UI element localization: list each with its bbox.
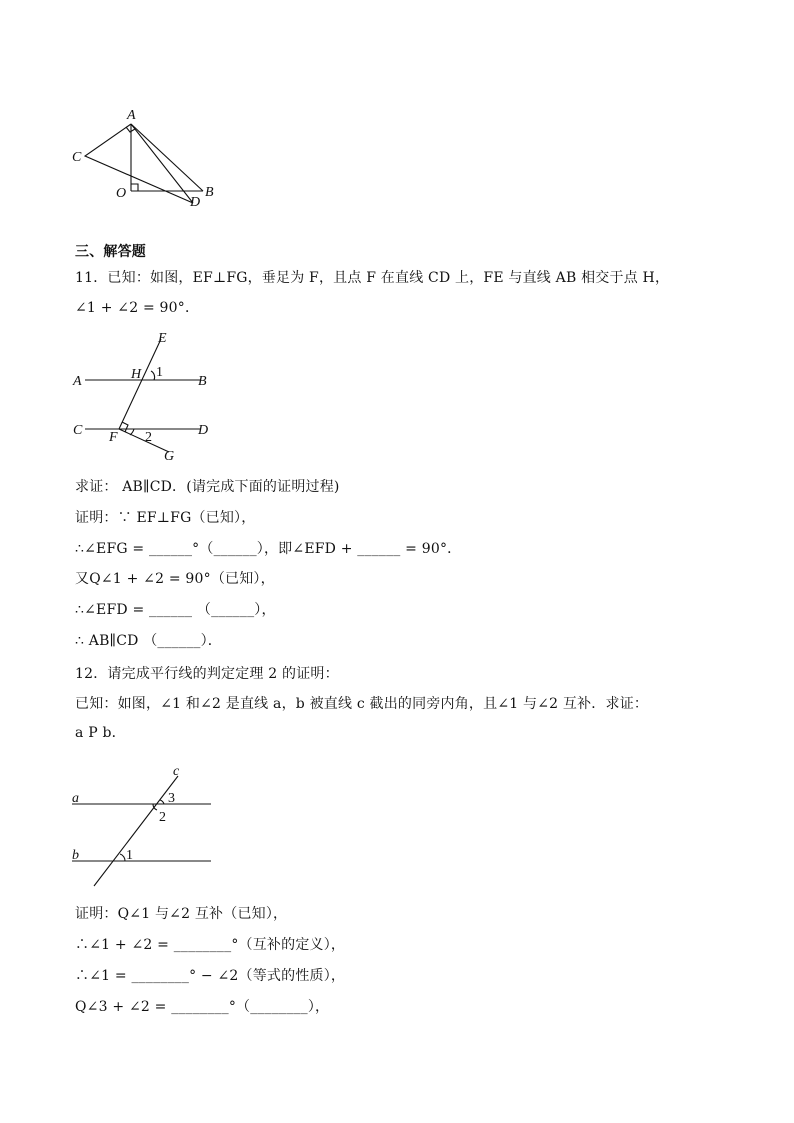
label-b: B — [205, 185, 214, 200]
q12-proof-line-3: ∴∠1 = ________° − ∠2（等式的性质）， — [75, 968, 346, 984]
label-h: H — [131, 367, 142, 382]
angle-3-arc — [160, 800, 164, 804]
q12-figure — [65, 760, 225, 890]
line-fg — [119, 429, 169, 452]
label-d: D — [190, 195, 201, 210]
label-b: B — [198, 374, 207, 389]
label-a: a — [72, 791, 79, 806]
line-fe — [119, 339, 161, 429]
q11-proof-line-1: 证明：∵ EF⊥FG（已知）， — [75, 510, 256, 526]
line-c — [94, 776, 178, 886]
label-angle-1: 1 — [156, 365, 163, 380]
q11-prove-statement: 求证： AB∥CD．(请完成下面的证明过程) — [75, 479, 340, 495]
label-c: C — [72, 150, 82, 165]
q11-statement-line2: ∠1 + ∠2 = 90°． — [75, 300, 200, 316]
q11-proof-line-5: ∴ AB∥CD （______）． — [75, 633, 223, 649]
q12-statement-line3: a P b． — [75, 725, 126, 741]
label-o: O — [116, 186, 127, 201]
q11-proof-line-2: ∴∠EFG = ______°（______），即∠EFD + ______ = 90°． — [75, 541, 462, 557]
q11-proof-line-3: 又Q∠1 + ∠2 = 90°（已知）， — [75, 571, 275, 587]
q12-statement-line2: 已知：如图，∠1 和∠2 是直线 a，b 被直线 c 截出的同旁内角，且∠1 与∠2 互补．求证： — [75, 696, 649, 712]
label-angle-1: 1 — [126, 848, 133, 863]
label-a: A — [73, 374, 82, 389]
q12-proof-line-1: 证明：Q∠1 与∠2 互补（已知）， — [75, 906, 288, 922]
q11-figure — [65, 325, 225, 465]
label-e: E — [158, 331, 167, 346]
q12-statement-line1: 12．请完成平行线的判定定理 2 的证明： — [75, 666, 339, 682]
label-d: D — [198, 423, 209, 438]
angle-2-arc — [130, 429, 134, 435]
label-c: c — [173, 764, 180, 779]
right-angle-mark-o — [131, 184, 138, 191]
label-c: C — [73, 423, 83, 438]
q11-statement-line1: 11．已知：如图，EF⊥FG，垂足为 F，且点 F 在直线 CD 上，FE 与直线 AB 相交于点 H， — [75, 270, 670, 286]
q11-proof-line-4: ∴∠EFD = ______ （______）， — [75, 602, 276, 618]
label-angle-3: 3 — [168, 791, 175, 806]
label-f: F — [109, 430, 118, 445]
label-a: A — [127, 108, 136, 123]
figure-top-triangle — [60, 100, 230, 215]
label-g: G — [164, 449, 175, 464]
label-angle-2: 2 — [159, 810, 166, 825]
angle-1-arc — [120, 854, 125, 861]
angle-1-arc — [151, 371, 155, 380]
section-heading: 三、解答题 — [75, 244, 146, 260]
q12-proof-line-2: ∴∠1 + ∠2 = ________°（互补的定义）， — [75, 937, 346, 953]
q12-proof-line-4: Q∠3 + ∠2 = ________°（________）， — [75, 999, 330, 1015]
label-angle-2: 2 — [145, 430, 152, 445]
label-b: b — [72, 848, 79, 863]
